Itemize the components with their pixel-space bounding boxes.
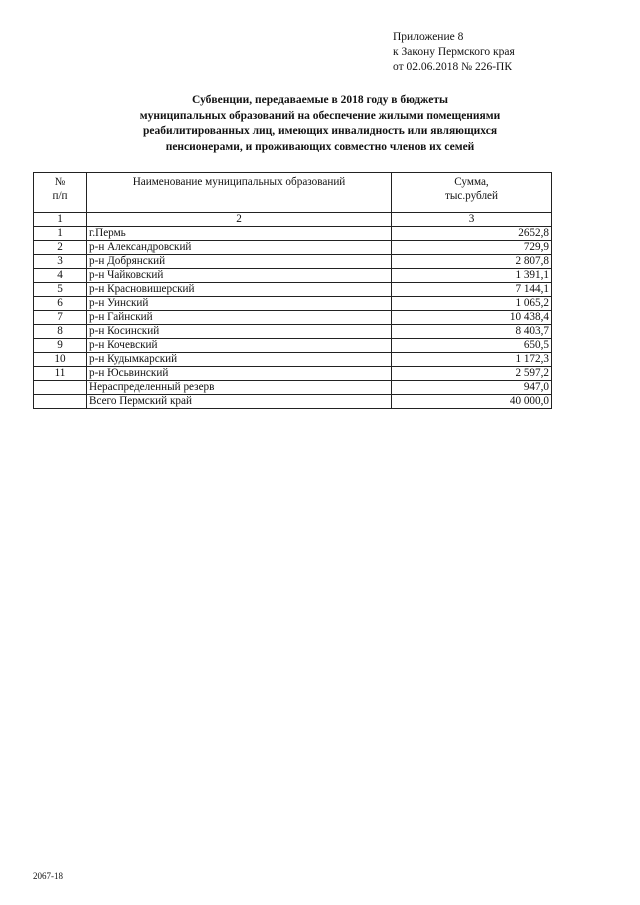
title-line-3: реабилитированных лиц, имеющих инвалидность или являющихся [142,125,498,137]
row-sum-cell: 947,0 [392,381,552,395]
header-sum-line-2: тыс.рублей [444,190,498,202]
header-num-cell [34,173,87,213]
table-row [34,227,552,241]
appendix-line-3: от 02.06.2018 № 226-ПК [393,61,513,73]
header-num-line-1: № [54,176,66,188]
table-row [34,283,552,297]
row-num-cell: 1 [34,227,87,241]
table-row [34,297,552,311]
row-name-cell: р-н Кудымкарский [87,353,392,367]
row-num-cell: 8 [34,325,87,339]
row-name-cell: р-н Кочевский [87,339,392,353]
row-name-cell: р-н Юсьвинский [87,367,392,381]
row-num-cell: 4 [34,269,87,283]
appendix-header [393,30,515,75]
column-number-1: 1 [34,213,87,227]
document-code: 2067-18 [33,871,63,881]
row-name-cell: Всего Пермский край [87,395,392,409]
subventions-table [33,172,552,409]
row-sum-cell: 2 597,2 [392,367,552,381]
table-row [34,241,552,255]
header-sum-cell [392,173,552,213]
row-name-cell: р-н Чайковский [87,269,392,283]
row-sum-cell: 1 065,2 [392,297,552,311]
row-sum-cell: 2 807,8 [392,255,552,269]
column-number-2: 2 [87,213,392,227]
row-num-cell: 11 [34,367,87,381]
row-num-cell: 9 [34,339,87,353]
row-name-cell: р-н Красновишерский [87,283,392,297]
column-number-3: 3 [392,213,552,227]
table-row [34,367,552,381]
row-sum-cell: 10 438,4 [392,311,552,325]
row-num-cell: 5 [34,283,87,297]
row-name-cell: р-н Добрянский [87,255,392,269]
row-name-cell: р-н Гайнский [87,311,392,325]
table-header-row [34,173,552,213]
table-row [34,339,552,353]
header-sum-line-1: Сумма, [454,176,489,188]
title-line-2: муниципальных образований на обеспечение жилыми помещениями [139,109,501,122]
row-num-cell [34,395,87,409]
row-name-cell: р-н Уинский [87,297,392,311]
header-num-line-2: п/п [52,190,68,202]
row-sum-cell: 7 144,1 [392,283,552,297]
table-row [34,353,552,367]
title-line-4: пенсионерами, и проживающих совместно членов их семей [165,140,475,153]
title-line-1: Субвенции, передаваемые в 2018 году в бюджеты [192,94,448,106]
table-row [34,325,552,339]
table-row [34,395,552,409]
row-sum-cell: 2652,8 [392,227,552,241]
row-sum-cell: 1 391,1 [392,269,552,283]
row-sum-cell: 650,5 [392,339,552,353]
appendix-line-1: Приложение 8 [393,31,464,43]
row-num-cell: 2 [34,241,87,255]
row-num-cell: 3 [34,255,87,269]
row-name-cell: р-н Косинский [87,325,392,339]
row-sum-cell: 40 000,0 [392,395,552,409]
row-name-cell: г.Пермь [87,227,392,241]
header-name-cell: Наименование муниципальных образований [87,173,392,213]
document-title [60,93,580,155]
row-sum-cell: 729,9 [392,241,552,255]
row-num-cell [34,381,87,395]
table-row [34,381,552,395]
row-sum-cell: 8 403,7 [392,325,552,339]
row-name-cell: Нераспределенный резерв [87,381,392,395]
table-row [34,269,552,283]
row-num-cell: 10 [34,353,87,367]
row-name-cell: р-н Александровский [87,241,392,255]
column-numbers-row [34,213,552,227]
table-row [34,311,552,325]
appendix-line-2: к Закону Пермского края [393,46,515,58]
row-sum-cell: 1 172,3 [392,353,552,367]
row-num-cell: 6 [34,297,87,311]
row-num-cell: 7 [34,311,87,325]
table-row [34,255,552,269]
